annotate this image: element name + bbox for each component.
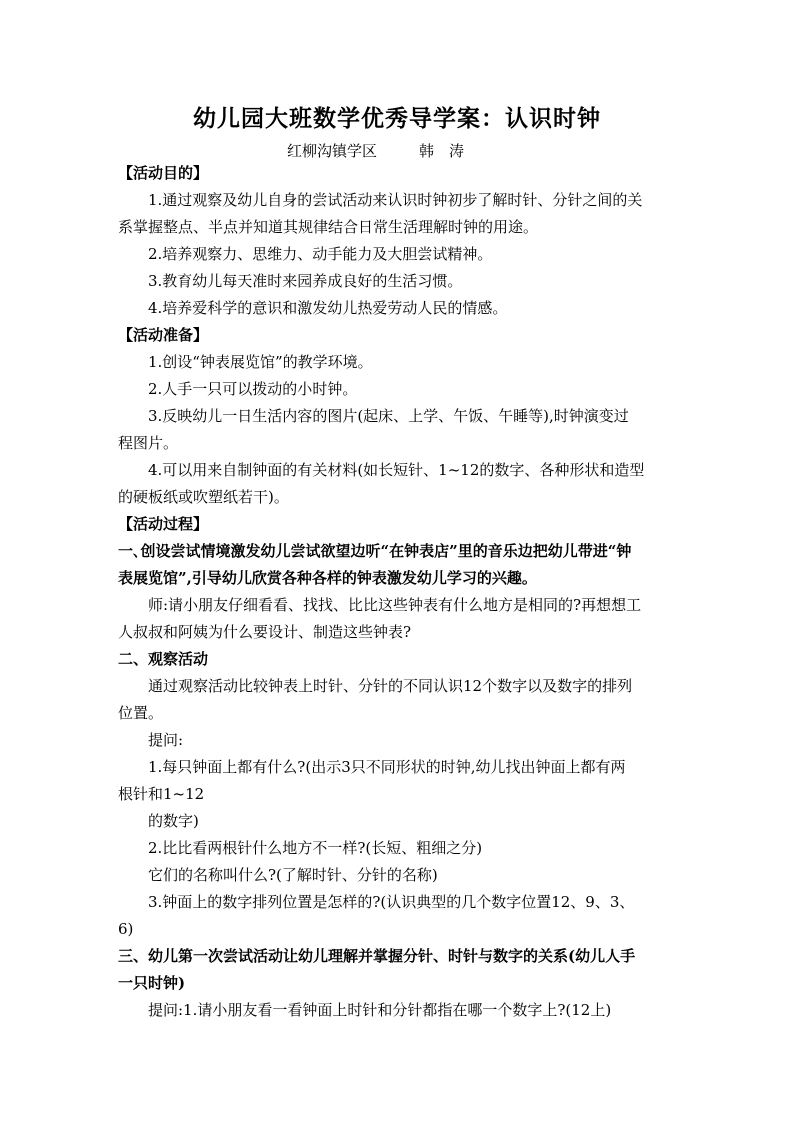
document-title: 幼儿园大班数学优秀导学案：认识时钟 (193, 105, 601, 132)
paragraph-line: 系掌握整点、半点并知道其规律结合日常生活理解时钟的用途。 (118, 218, 539, 236)
paragraph-line: 位置。 (118, 704, 164, 722)
paragraph-line: 师:请小朋友仔细看看、找找、比比这些钟表有什么地方是相同的?再想想工 (148, 596, 642, 614)
paragraph-line: 2.比比看两根针什么地方不一样?(长短、粗细之分) (148, 839, 483, 857)
paragraph-line: 提问:1.请小朋友看一看钟面上时针和分针都指在哪一个数字上?(12上) (148, 1001, 612, 1019)
paragraph-line: 3.钟面上的数字排列位置是怎样的?(认识典型的几个数字位置12、9、3、 (148, 893, 635, 911)
document-body (118, 160, 676, 1024)
paragraph-line: 6) (118, 920, 134, 938)
paragraph-line: 3.教育幼儿每天准时来园养成良好的生活习惯。 (148, 272, 463, 290)
paragraph-line: 它们的名称叫什么?(了解时针、分针的名称) (148, 866, 438, 884)
author-line (287, 140, 464, 161)
paragraph-line: 2.培养观察力、思维力、动手能力及大胆尝试精神。 (148, 245, 493, 263)
subsection-heading-1: 一､创设尝试情境激发幼儿尝试欲望边听“在钟表店”里的音乐边把幼儿带进“钟 (118, 542, 632, 560)
section-heading-purpose: 【活动目的】 (118, 164, 209, 182)
paragraph-line: 1.通过观察及幼儿自身的尝试活动来认识时钟初步了解时针、分针之间的关 (148, 191, 643, 209)
subsection-heading-2: 二、观察活动 (118, 650, 209, 668)
section-heading-preparation: 【活动准备】 (118, 326, 209, 344)
author-name: 韩 涛 (419, 142, 465, 160)
paragraph-line: 1.每只钟面上都有什么?(出示3只不同形状的时钟,幼儿找出钟面上都有两 (148, 758, 626, 776)
paragraph-line: 4.可以用来自制钟面的有关材料(如长短针、1~12的数字、各种形状和造型 (148, 461, 645, 479)
paragraph-line: 3.反映幼儿一日生活内容的图片(起床、上学、午饭、午睡等),时钟演变过 (148, 407, 629, 425)
paragraph-line: 2.人手一只可以拨动的小时钟。 (148, 380, 358, 398)
subsection-heading-3-cont: 一只时钟) (118, 974, 186, 992)
author-place: 红柳沟镇学区 (287, 142, 378, 160)
section-heading-process: 【活动过程】 (118, 515, 209, 533)
paragraph-line: 的硬板纸或吹塑纸若干)。 (118, 488, 289, 506)
subsection-heading-3: 三、幼儿第一次尝试活动让幼儿理解并掌握分针、时针与数字的关系(幼儿人手 (118, 947, 636, 965)
paragraph-line: 1.创设“钟表展览馆”的教学环境。 (148, 353, 373, 371)
paragraph-line: 的数字) (148, 812, 199, 830)
paragraph-line: 根针和1~12 (118, 785, 205, 803)
subsection-heading-1-cont: 表展览馆”,引导幼儿欣赏各种各样的钟表激发幼儿学习的兴趣。 (118, 569, 537, 587)
paragraph-line: 提问: (148, 731, 184, 749)
paragraph-line: 人叔叔和阿姨为什么要设计、制造这些钟表? (118, 623, 412, 641)
paragraph-line: 程图片。 (118, 434, 179, 452)
paragraph-line: 通过观察活动比较钟表上时针、分针的不同认识12个数字以及数字的排列 (148, 677, 633, 695)
paragraph-line: 4.培养爱科学的意识和激发幼儿热爱劳动人民的情感。 (148, 299, 508, 317)
